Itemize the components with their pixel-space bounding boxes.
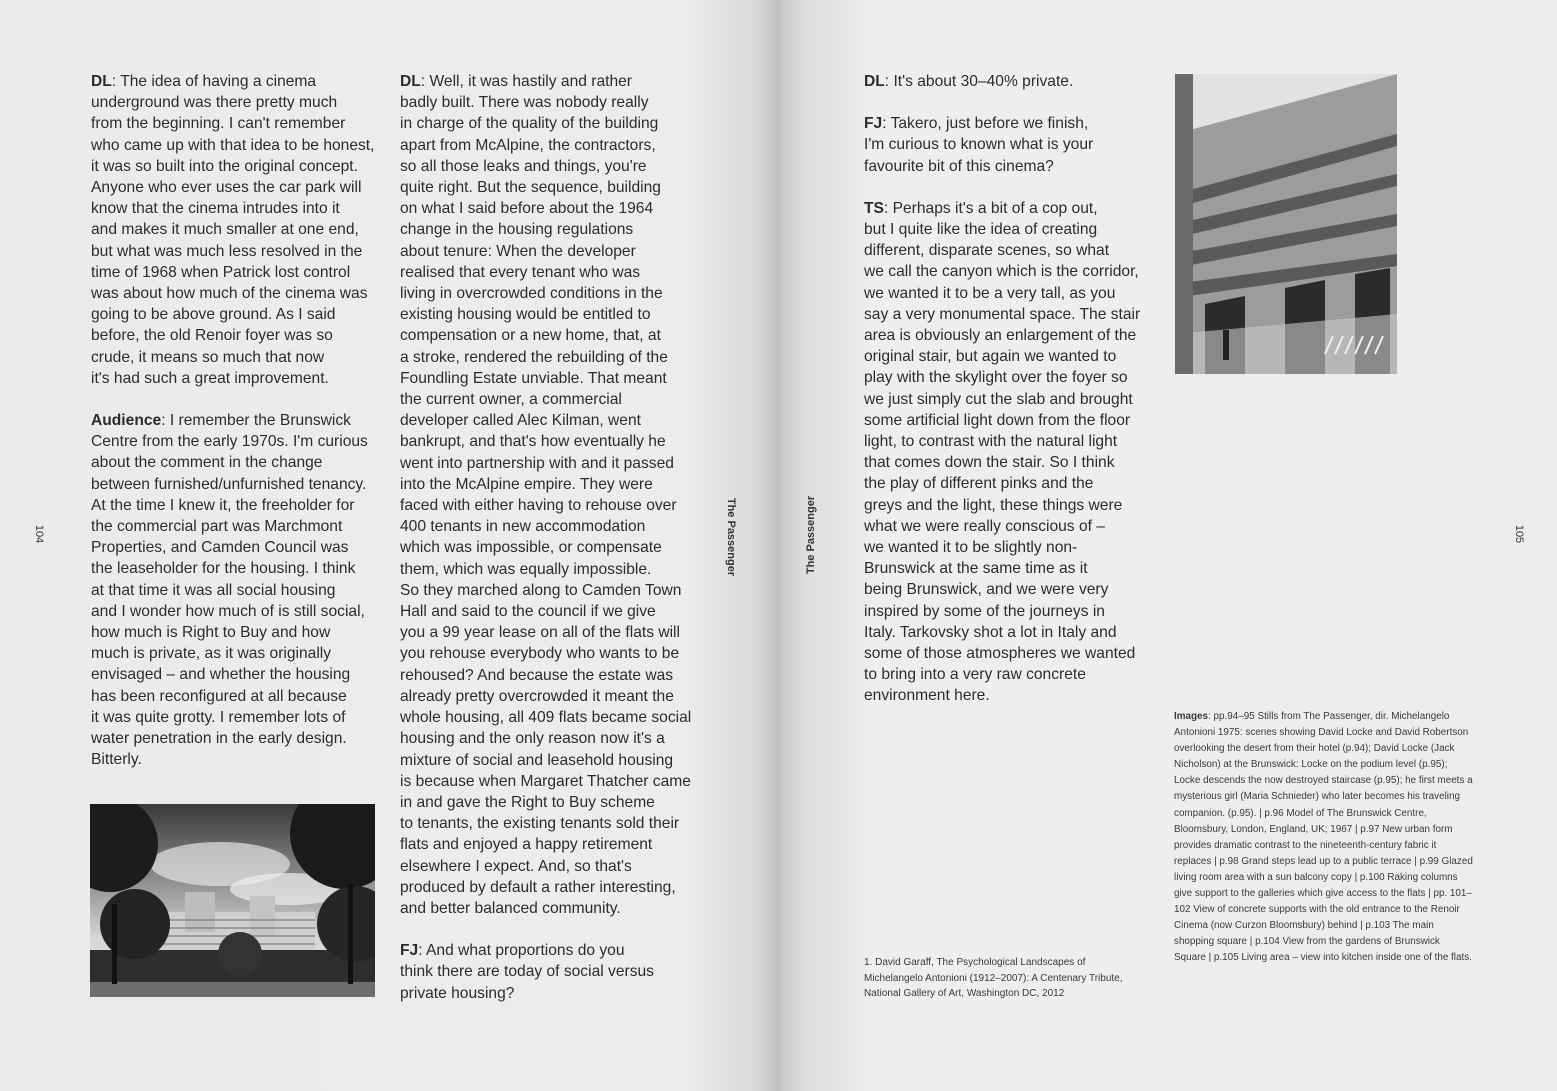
left-column-1 [91,71,381,792]
running-head-left: The Passenger [725,497,738,577]
paragraph-text: The idea of having a cinema underground was there pretty much from the beginning. I can't remember who came up with that idea to be honest, it was so built into the original concept. Anyone who ever uses the car park will know that the cinema intrudes into it and makes it much smaller at one end, but what was much less resolved in the time of 1968 when Patrick lost control was about how much of the cinema was going to be above ground. As I said before, the old Renoir foyer was so crude, it means so much that now it's had such a great improvement. [91,73,375,387]
paragraph: FJ: And what proportions do you think there are today of social versus private housing? [400,942,654,1002]
speaker-label: FJ [864,115,883,133]
paragraph-text: I remember the Brunswick Centre from the early 1970s. I'm curious about the comment in the change between furnished/unfurnished tenancy. At the time I knew it, the freeholder for the commercial part was Marchmont Properties, and Camden Council was the leaseholder for the housing. I think at that time it was all social housing and I wonder how much of is still social, how much is Right to Buy and how much is private, as it was originally envisaged – and whether the housing has been reconfigured at all because it was quite grotty. I remember lots of water penetration in the early design. Bitterly. [91,412,368,769]
running-head-right: The Passenger [805,495,818,575]
image-captions: Images: pp.94–95 Stills from The Passenger, dir. Michelangelo Antonioni 1975: scenes showing David Locke and David Robertson overlooking the desert from their hotel (p.94); David Locke (Jack Nicholson) at the Brunswick: Locke on the podium level (p.95); Locke descends the now destroyed staircase (p.95); he first meets a mysterious girl (Maria Schnieder) who later becomes his traveling companion. (p.95). | p.96 Model of The Brunswick Centre, Bloomsbury, London, England, UK; 1967 | p.97 New urban form provides dramatic contrast to the nineteenth-century fabric it replaces | p.98 Grand steps lead up to a public terrace | p.99 Glazed living room area with a sun balcony copy | p.100 Raking columns give support to the galleries which give access to the flats | pp. 101–102 View of concrete supports with the old entrance to the Renoir Cinema (now Curzon Bloomsbury) behind | p.103 The main shopping square | p.104 View from the gardens of Brunswick Square | p.105 Living area – view into kitchen inside one of the flats. [1174,711,1473,964]
paragraph: DL: It's about 30–40% private. [864,73,1074,90]
photo-illustration [90,804,375,997]
speaker-label: TS [864,199,884,217]
speaker-label: DL [864,73,885,90]
paragraph: TS: Perhaps it's a bit of a cop out, but I quite like the idea of creating different, disparate scenes, so what we call the canyon which is the corridor, we wanted it to be a very tall, as you say a very monumental space. The stair area is obviously an enlargement of the original stair, but again we wanted to play with the skylight over the foyer so we just simply cut the slab and brought some artificial light down from the floor light, to contrast with the natural light that comes down the stair. So I think the play of different pinks and the greys and the light, these things were what we were really conscious of – we wanted it to be slightly non- Brunswick at the same time as it being Brunswick, and we were very inspired by some of the journeys in Italy. Tarkovsky shot a lot in Italy and some of those atmospheres we wanted to bring into a very raw concrete environment here. [864,199,1141,705]
speaker-label: FJ [400,942,419,960]
photo-illustration [1175,74,1397,374]
captions-label: Images [1174,711,1209,722]
page-number-left: 104 [33,524,46,544]
paragraph: Audience: I remember the Brunswick Centre from the early 1970s. I'm curious about the comment in the change between furnished/unfurnished tenancy. At the time I knew it, the freeholder for the commercial part was Marchmont Properties, and Camden Council was the leaseholder for the housing. I think at that time it was all social housing and I wonder how much of is still social, how much is Right to Buy and how much is private, as it was originally envisaged – and whether the housing has been reconfigured at all because it was quite grotty. I remember lots of water penetration in the early design. Bitterly. [91,412,368,769]
speaker-label: DL [400,73,421,90]
paragraph-text: Perhaps it's a bit of a cop out, but I quite like the idea of creating different, disparate scenes, so what we call the canyon which is the corridor, we wanted it to be a very tall, as you say a very monumental space. The stair area is obviously an enlargement of the original stair, but again we wanted to play with the skylight over the foyer so we just simply cut the slab and brought some artificial light down from the floor light, to contrast with the natural light that comes down the stair. So I think the play of different pinks and the greys and the light, these things were what we were really conscious of – we wanted it to be slightly non- Brunswick at the same time as it being Brunswick, and we were very inspired by some of the journeys in Italy. Tarkovsky shot a lot in Italy and some of those atmospheres we wanted to bring into a very raw concrete environment here. [864,199,1141,705]
paragraph-text: And what proportions do you think there are today of social versus private housing? [400,942,654,1002]
right-page [780,0,1557,1091]
speaker-label: DL [91,73,112,90]
brunswick-facade-photo [1175,74,1397,374]
paragraph: DL: Well, it was hastily and rather badly built. There was nobody really in charge of the quality of the building apart from McAlpine, the contractors, so all those leaks and things, you're quite right. But the sequence, building on what I said before about the 1964 change in the housing regulations about tenure: When the developer realised that every tenant who was living in overcrowded conditions in the existing housing would be entitled to compensation or a new home, that, at a stroke, rendered the rebuilding of the Foundling Estate unviable. That meant the current owner, a commercial developer called Alec Kilman, went bankrupt, and that's how eventually he went into partnership with and it passed into the McAlpine empire. They were faced with either having to rehouse over 400 tenants in new accommodation which was impossible, or compensate them, which was equally impossible. So they marched along to Camden Town Hall and said to the council if we give you a 99 year lease on all of the flats will you rehouse everybody who wants to be rehoused? And because the estate was already pretty overcrowded it meant the whole housing, all 409 flats became social housing and the only reason now it's a mixture of social and leasehold housing is because when Margaret Thatcher came in and gave the Right to Buy scheme to tenants, the existing tenants sold their flats and enjoyed a happy retirement elsewhere I expect. And, so that's produced by default a rather interesting, and better balanced community. [400,73,692,917]
brunswick-gardens-photo [90,804,375,997]
left-column-2 [400,71,705,1025]
captions-text: pp.94–95 Stills from The Passenger, dir. Michelangelo Antonioni 1975: scenes showing David Locke and David Robertson overlooking the desert from their hotel (p.94); David Locke (Jack Nicholson) at the Brunswick: Locke on the podium level (p.95); Locke descends the now destroyed staircase (p.95); he first meets a mysterious girl (Maria Schnieder) who later becomes his traveling companion. (p.95). | p.96 Model of The Brunswick Centre, Bloomsbury, London, England, UK; 1967 | p.97 New urban form provides dramatic contrast to the nineteenth-century fabric it replaces | p.98 Grand steps lead up to a public terrace | p.99 Glazed living room area with a sun balcony copy | p.100 Raking columns give support to the galleries which give access to the flats | pp. 101–102 View of concrete supports with the old entrance to the Renoir Cinema (now Curzon Bloomsbury) behind | p.103 The main shopping square | p.104 View from the gardens of Brunswick Square | p.105 Living area – view into kitchen inside one of the flats. [1174,711,1473,964]
page-number-right: 105 [1513,524,1526,544]
paragraph: FJ: Takero, just before we finish, I'm curious to known what is your favourite bit of this cinema? [864,115,1094,175]
paragraph-text: Takero, just before we finish, I'm curious to known what is your favourite bit of this cinema? [864,115,1094,175]
paragraph-text: It's about 30–40% private. [893,73,1074,90]
speaker-label: Audience [91,412,162,430]
footnote: 1. David Garaff, The Psychological Landscapes of Michelangelo Antonioni (1912–2007): A Centenary Tribute, National Gallery of Art, Washington DC, 2012 [864,957,1123,999]
paragraph: DL: The idea of having a cinema underground was there pretty much from the beginning. I can't remember who came up with that idea to be honest, it was so built into the original concept. Anyone who ever uses the car park will know that the cinema intrudes into it and makes it much smaller at one end, but what was much less resolved in the time of 1968 when Patrick lost control was about how much of the cinema was going to be above ground. As I said before, the old Renoir foyer was so crude, it means so much that now it's had such a great improvement. [91,73,375,387]
paragraph-text: Well, it was hastily and rather badly built. There was nobody really in charge of the quality of the building apart from McAlpine, the contractors, so all those leaks and things, you're quite right. But the sequence, building on what I said before about the 1964 change in the housing regulations about tenure: When the developer realised that every tenant who was living in overcrowded conditions in the existing housing would be entitled to compensation or a new home, that, at a stroke, rendered the rebuilding of the Foundling Estate unviable. That meant the current owner, a commercial developer called Alec Kilman, went bankrupt, and that's how eventually he went into partnership with and it passed into the McAlpine empire. They were faced with either having to rehouse over 400 tenants in new accommodation which was impossible, or compensate them, which was equally impossible. So they marched along to Camden Town Hall and said to the council if we give you a 99 year lease on all of the flats will you rehouse everybody who wants to be rehoused? And because the estate was already pretty overcrowded it meant the whole housing, all 409 flats became social housing and the only reason now it's a mixture of social and leasehold housing is because when Margaret Thatcher came in and gave the Right to Buy scheme to tenants, the existing tenants sold their flats and enjoyed a happy retirement elsewhere I expect. And, so that's produced by default a rather interesting, and better balanced community. [400,73,692,917]
right-column-1 [864,71,1164,728]
